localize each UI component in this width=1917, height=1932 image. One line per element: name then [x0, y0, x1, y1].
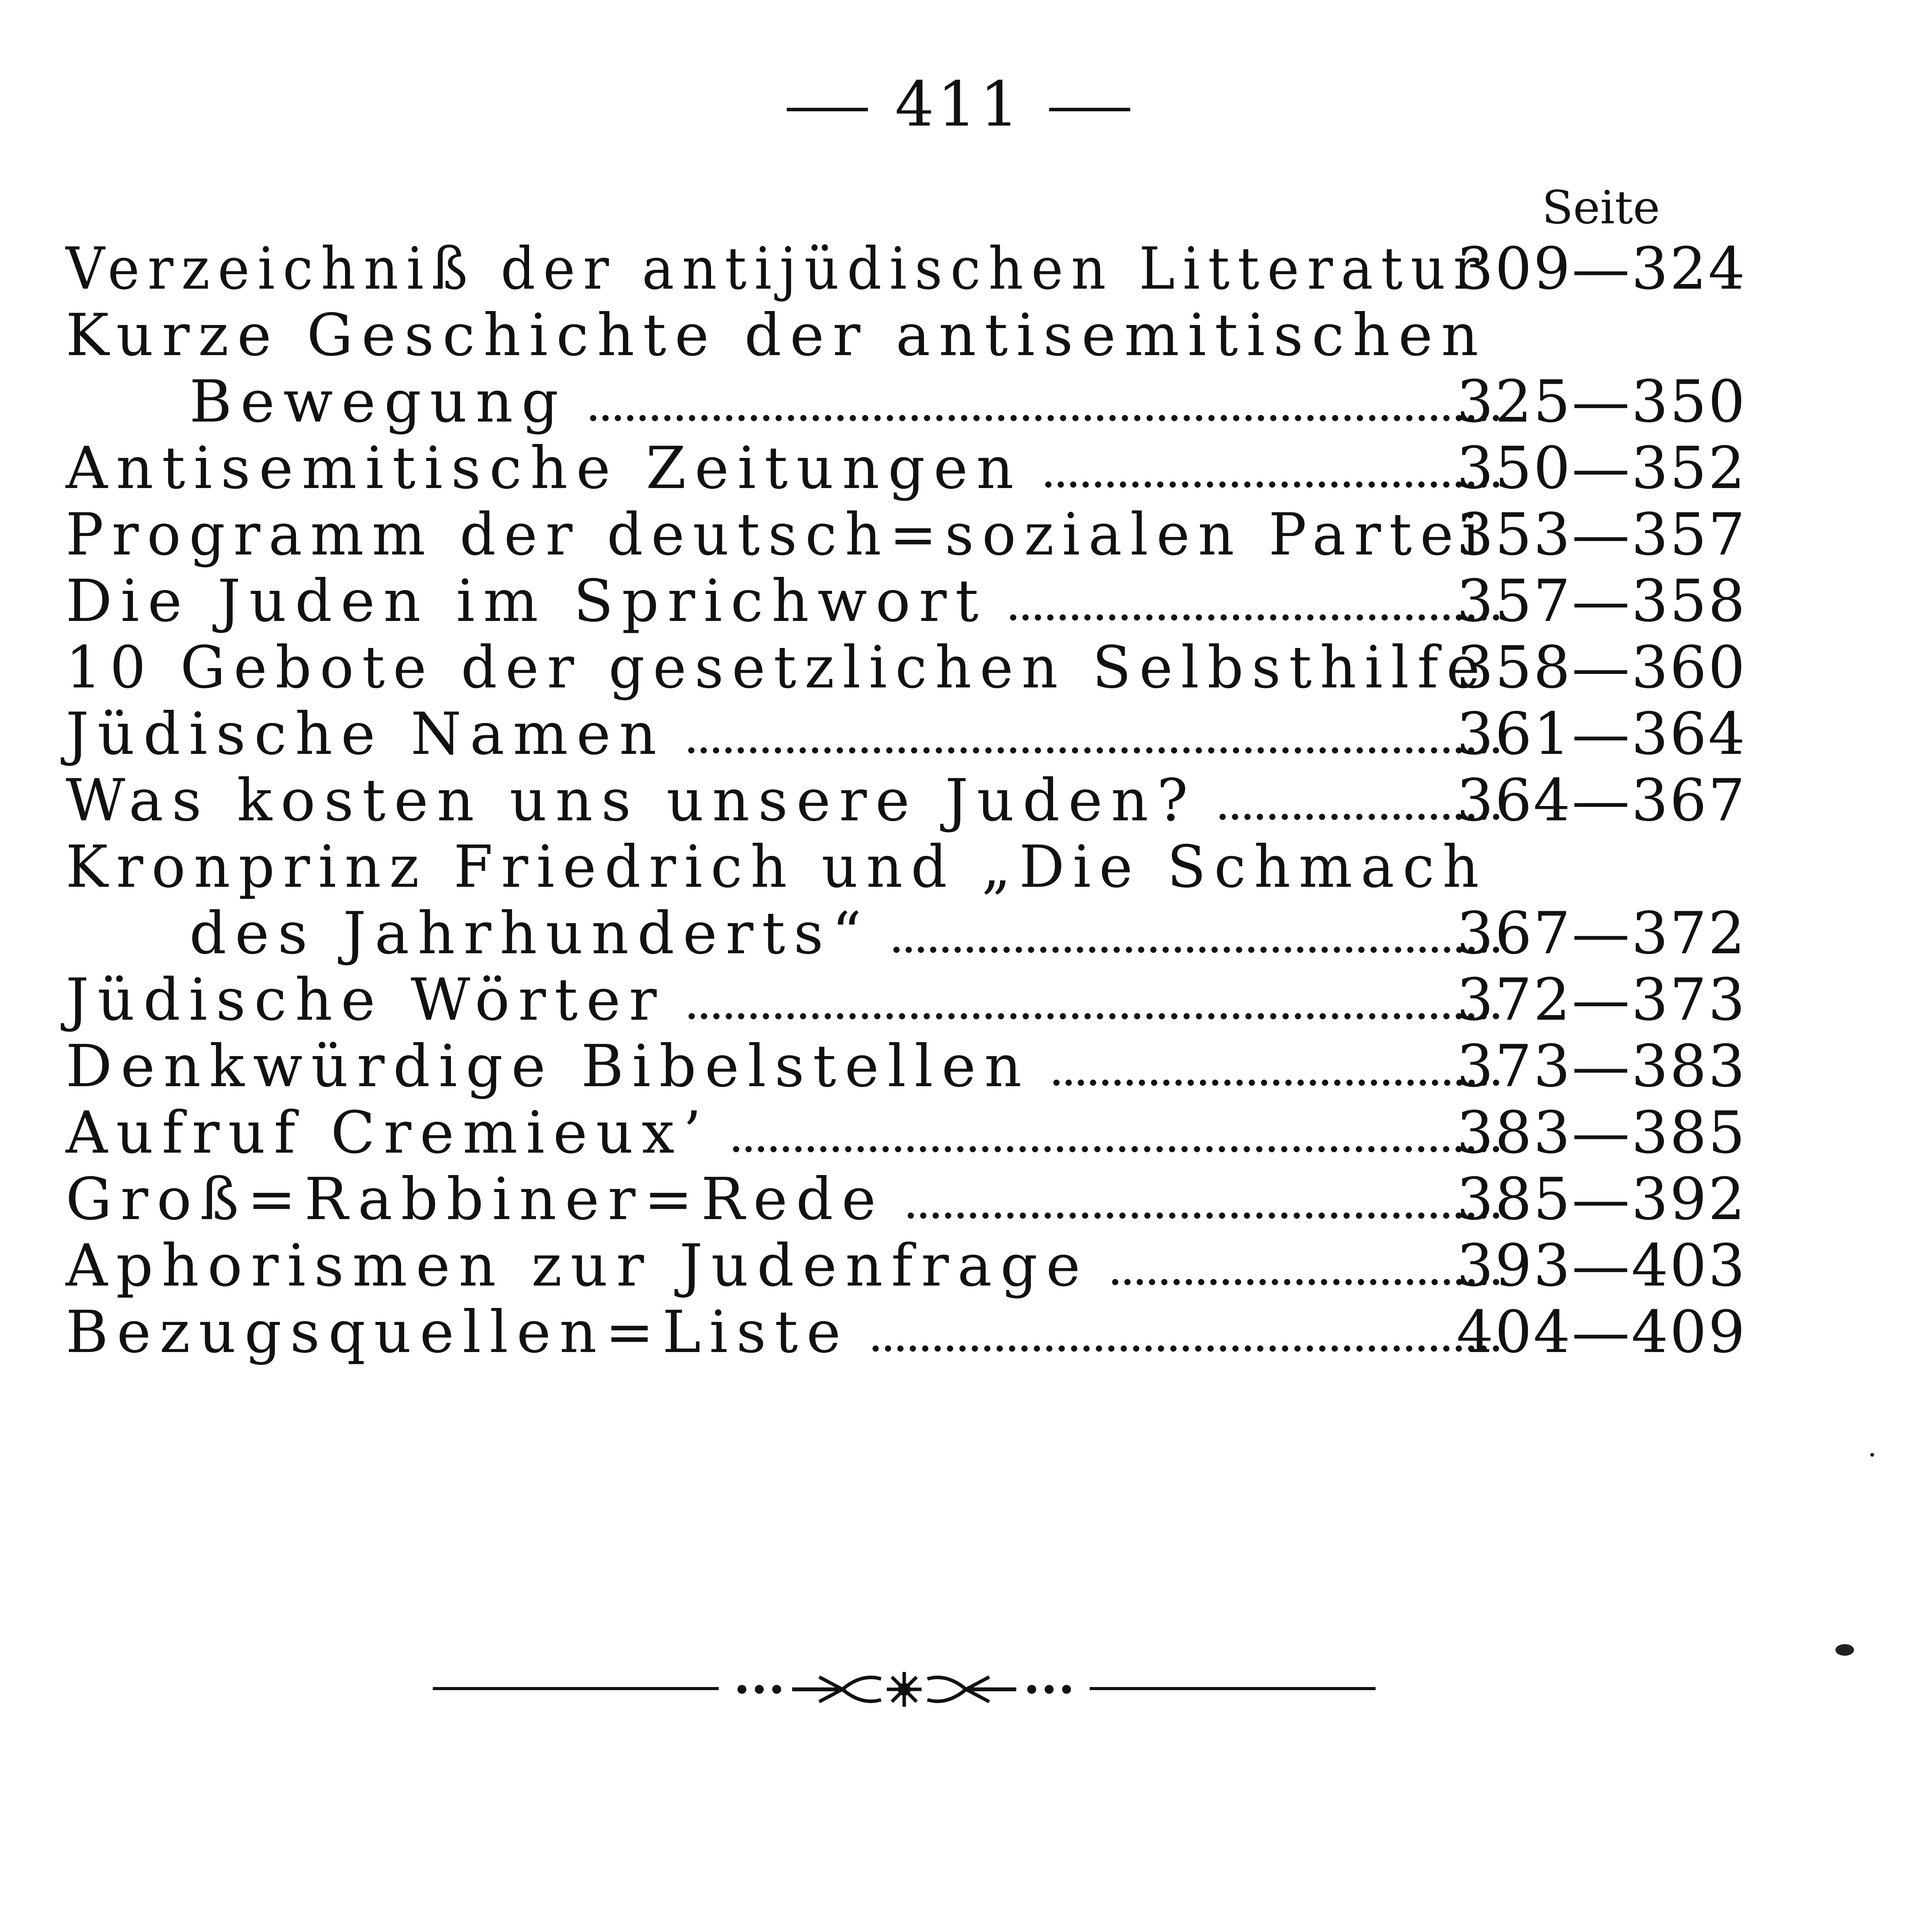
toc-entry — [66, 302, 1747, 435]
toc-entry — [66, 502, 1747, 568]
toc-entry-leader-dots — [733, 1131, 1499, 1152]
toc-entry-leader-dots — [590, 400, 1499, 421]
toc-entry — [66, 1299, 1747, 1366]
toc-entry — [66, 967, 1747, 1033]
toc-entry-title: Jüdische Namen — [66, 701, 665, 768]
table-of-contents — [66, 236, 1747, 1366]
page-number-dash-left — [787, 108, 868, 111]
toc-entry-title: Kronprinz Friedrich und „Die Schmach — [66, 833, 1487, 901]
toc-entry-title: Denkwürdige Bibelstellen — [66, 1033, 1031, 1100]
toc-entry — [66, 568, 1747, 634]
toc-entry-title: 10 Gebote der gesetzlichen Selbsthilfe — [66, 634, 1488, 701]
toc-entry-leader-dots — [873, 1330, 1499, 1352]
print-speck — [1835, 1644, 1854, 1656]
toc-entry-pages: 361—364 — [1456, 701, 1747, 768]
toc-entry-title-continuation: Bewegung — [189, 368, 567, 435]
toc-entry-pages: 309—324 — [1456, 235, 1747, 303]
toc-entry-pages: 404—409 — [1456, 1299, 1747, 1366]
toc-entry-title-continuation: des Jahrhunderts“ — [189, 900, 870, 967]
page-number-dash-right — [1049, 108, 1130, 111]
toc-entry-leader-dots — [893, 931, 1499, 953]
page-column-header: Seite — [1542, 181, 1660, 234]
toc-entry-title: Jüdische Wörter — [66, 966, 665, 1034]
toc-entry-title: Bezugsquellen=Liste — [66, 1299, 849, 1366]
toc-entry-leader-dots — [1010, 599, 1499, 621]
toc-entry — [66, 236, 1747, 302]
toc-entry — [66, 1100, 1747, 1166]
toc-entry — [66, 767, 1747, 834]
toc-entry-pages: 383—385 — [1456, 1099, 1747, 1167]
toc-entry-title: Kurze Geschichte der antisemitischen — [66, 302, 1487, 369]
toc-entry-leader-dots — [688, 732, 1499, 753]
fleuron-divider-icon — [433, 1662, 1376, 1716]
toc-entry — [66, 834, 1747, 967]
print-speck — [1870, 1453, 1874, 1457]
toc-entry-pages: 367—372 — [1456, 900, 1747, 967]
toc-entry-pages: 385—392 — [1456, 1166, 1747, 1233]
toc-entry-pages: 325—350 — [1456, 368, 1747, 435]
toc-entry — [66, 634, 1747, 701]
toc-entry-pages: 372—373 — [1456, 966, 1747, 1034]
toc-entry — [66, 1033, 1747, 1100]
toc-entry-pages: 393—403 — [1456, 1232, 1747, 1299]
toc-entry-pages: 358—360 — [1456, 634, 1747, 701]
toc-entry — [66, 701, 1747, 767]
toc-entry-title: Die Juden im Sprichwort — [66, 568, 987, 635]
toc-entry — [66, 1233, 1747, 1299]
toc-entry-pages: 357—358 — [1456, 568, 1747, 635]
toc-entry-leader-dots — [1112, 1264, 1499, 1285]
toc-entry-title: Aufruf Cremieux’ — [66, 1099, 710, 1167]
toc-entry-leader-dots — [689, 998, 1499, 1019]
toc-entry-leader-dots — [1045, 466, 1499, 488]
page-number — [0, 68, 1917, 140]
toc-entry-pages: 373—383 — [1456, 1033, 1747, 1100]
toc-entry-title: Verzeichniß der antijüdischen Litteratur — [66, 235, 1487, 303]
toc-entry-title: Was kosten uns unsere Juden? — [66, 767, 1197, 834]
toc-entry-pages: 353—357 — [1456, 501, 1747, 568]
toc-entry-title: Aphorismen zur Judenfrage — [66, 1232, 1089, 1299]
toc-entry — [66, 435, 1747, 502]
toc-entry-title: Programm der deutsch=sozialen Partei — [66, 501, 1488, 568]
toc-entry-leader-dots — [1053, 1064, 1499, 1086]
toc-entry-pages: 350—352 — [1456, 435, 1747, 502]
page-number-value: 411 — [895, 68, 1022, 140]
toc-entry-title: Antisemitische Zeitungen — [66, 435, 1022, 502]
toc-entry-title: Groß=Rabbiner=Rede — [66, 1166, 885, 1233]
toc-entry — [66, 1166, 1747, 1233]
toc-entry-pages: 364—367 — [1456, 767, 1747, 834]
toc-entry-leader-dots — [908, 1197, 1499, 1219]
